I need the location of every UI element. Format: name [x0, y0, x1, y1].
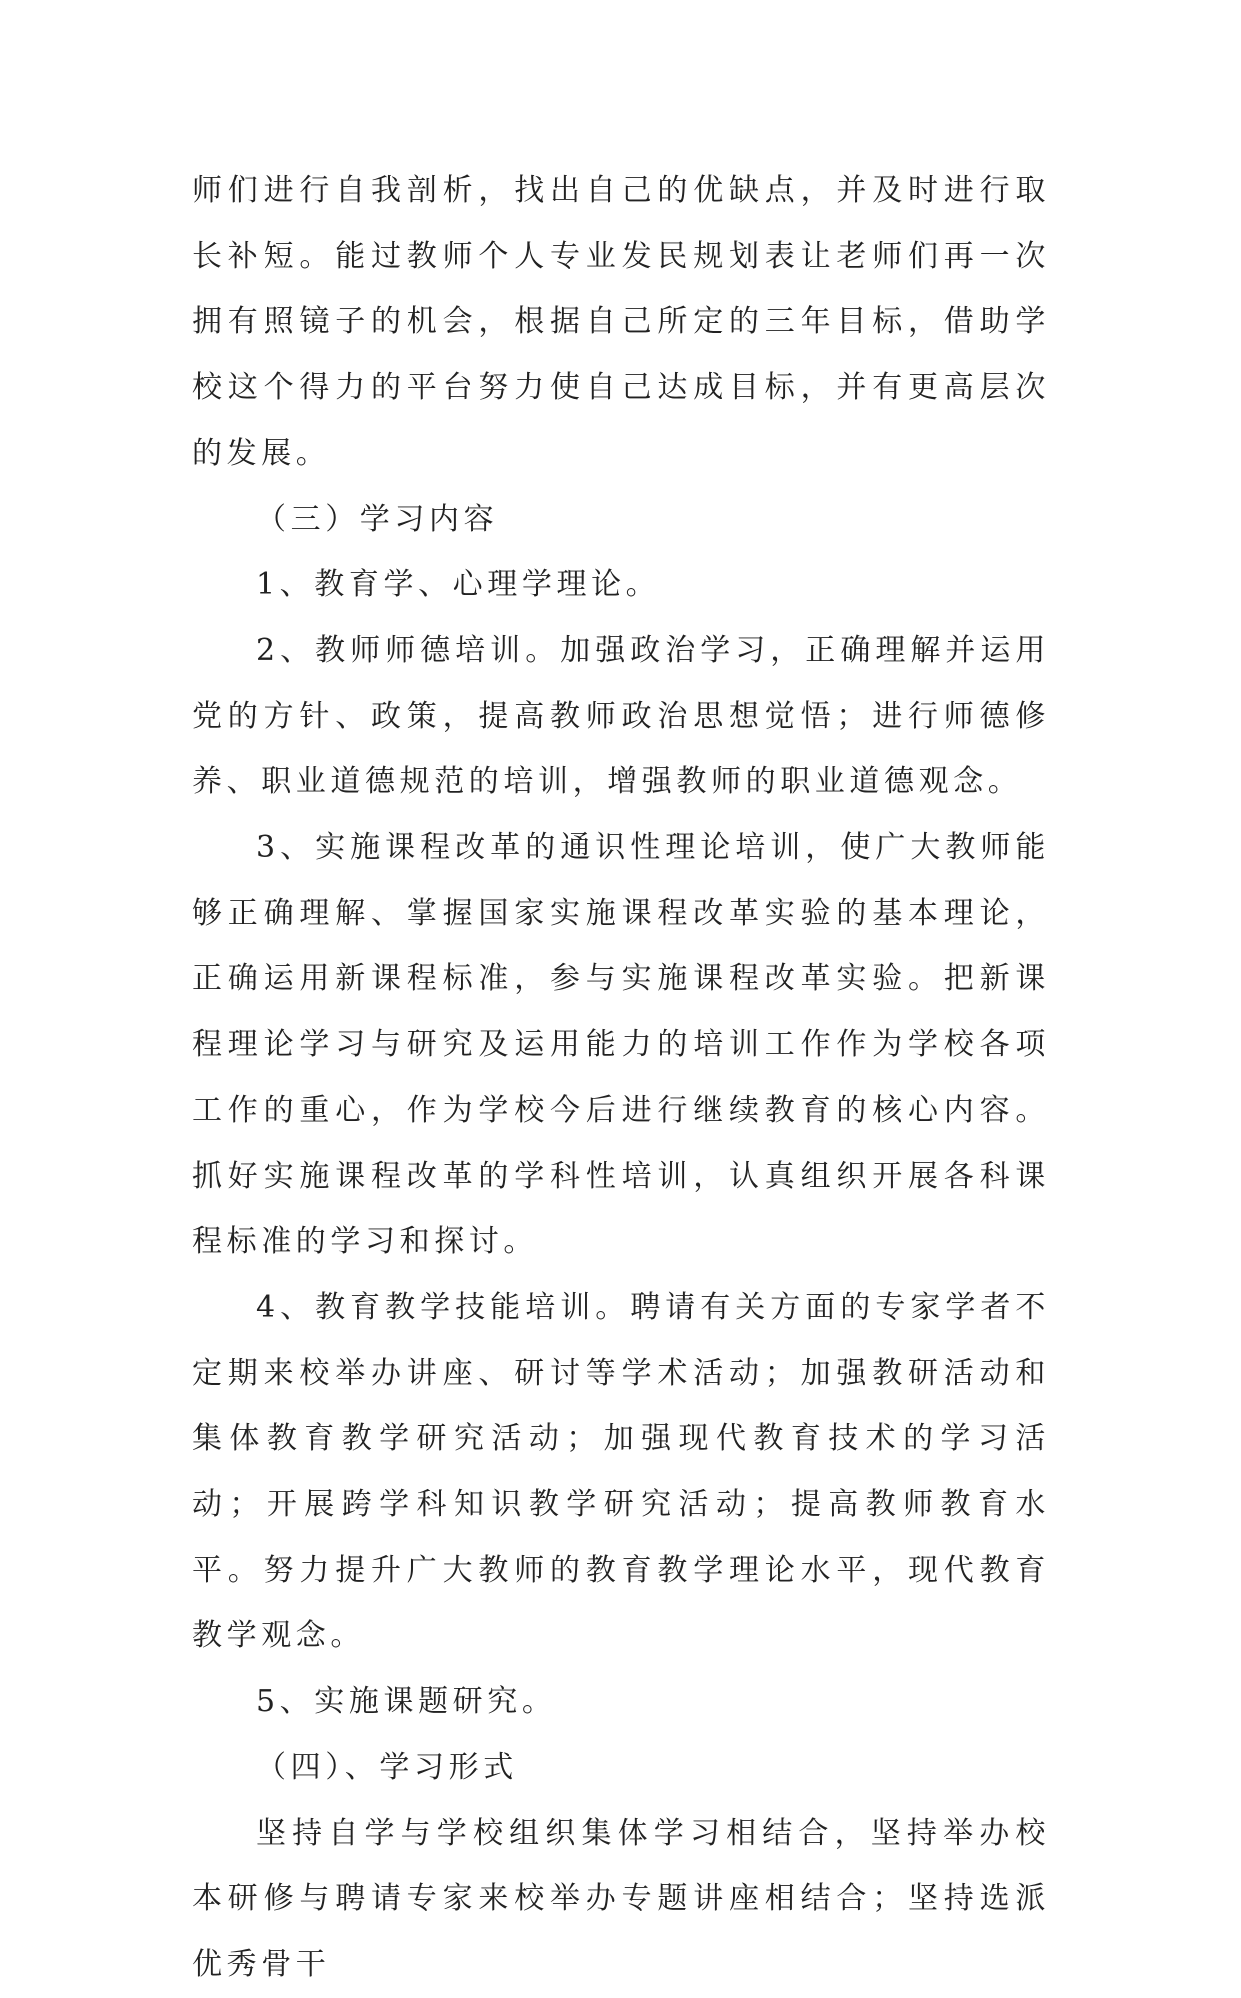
section-heading-learning-form: （四）、学习形式 [256, 1749, 518, 1785]
section-heading-learning-content: （三）学习内容 [256, 501, 499, 537]
list-item-1: 1、教育学、心理学理论。 [256, 567, 661, 603]
list-item-5: 5、实施课题研究。 [256, 1684, 557, 1720]
paragraph-learning-form: 坚持自学与学校组织集体学习相结合，坚持举办校本研修与聘请专家来校举办专题讲座相结合；坚持选派优秀骨干 [192, 1815, 1050, 1982]
list-item-3: 3、实施课程改革的通识性理论培训，使广大教师能够正确理解、掌握国家实施课程改革实验的基本理论，正确运用新课程标准，参与实施课程改革实验。把新课程理论学习与研究及运用能力的培训工作作为学校各项工作的重心，作为学校今后进行继续教育的核心内容。抓好实施课程改革的学科性培训，认真组织开展各科课程标准的学习和探讨。 [192, 830, 1050, 1260]
list-item-2: 2、教师师德培训。加强政治学习，正确理解并运用党的方针、政策，提高教师政治思想觉悟；进行师德修养、职业道德规范的培训，增强教师的职业道德观念。 [192, 632, 1050, 800]
document-body [192, 158, 1050, 1998]
list-item-4: 4、教育教学技能培训。聘请有关方面的专家学者不定期来校举办讲座、研讨等学术活动；加强教研活动和集体教育教学研究活动；加强现代教育技术的学习活动；开展跨学科知识教学研究活动；提高教师教育水平。努力提升广大教师的教育教学理论水平，现代教育教学观念。 [192, 1289, 1050, 1654]
paragraph-continuation: 师们进行自我剖析，找出自己的优缺点，并及时进行取长补短。能过教师个人专业发民规划表让老师们再一次拥有照镜子的机会，根据自己所定的三年目标，借助学校这个得力的平台努力使自己达成目标，并有更高层次的发展。 [192, 173, 1050, 471]
